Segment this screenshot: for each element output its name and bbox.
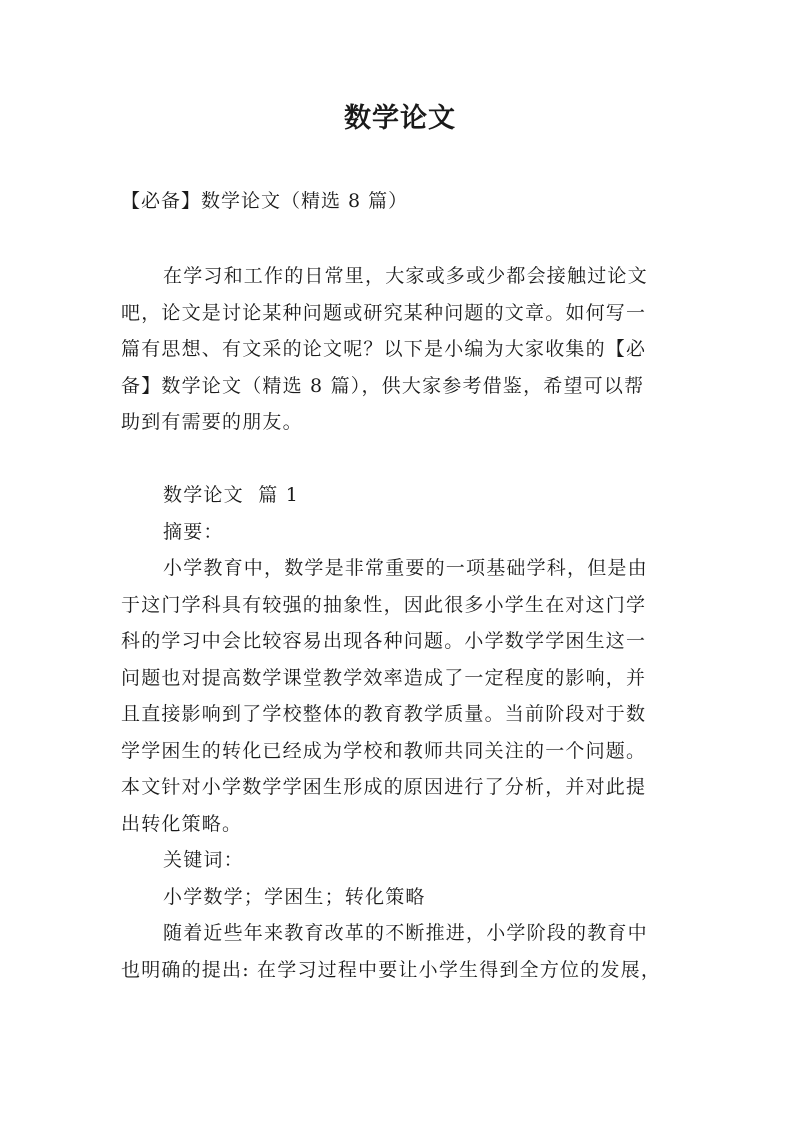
keywords-label: 关键词： [163,849,244,871]
intro-line: 助到有需要的朋友。 [121,411,303,433]
keywords-value: 小学数学；学困生；转化策略 [163,885,426,908]
abstract-label: 摘要： [163,520,224,543]
paragraph-gap [121,441,686,478]
abstract-line: 小学教育中，数学是非常重要的一项基础学科，但是由 [163,557,648,579]
intro-line: 备】数学论文（精选 8 篇），供大家参考借鉴，希望可以帮 [121,374,645,397]
abstract-line: 于这门学科具有较强的抽象性，因此很多小学生在对这门学 [121,593,647,616]
intro-line: 在学习和工作的日常里，大家或多或少都会接触过论文 [163,265,648,287]
abstract-line: 问题也对提高数学课堂教学效率造成了一定程度的影响，并 [121,666,647,689]
abstract-paragraph [121,550,686,842]
abstract-line: 且直接影响到了学校整体的教育教学质量。当前阶段对于数 [121,703,647,725]
intro-line: 吧，论文是讨论某种问题或研究某种问题的文章。如何写一 [121,301,647,324]
body-paragraph [121,915,686,988]
abstract-line: 本文针对小学数学学困生形成的原因进行了分析，并对此提 [121,776,647,798]
intro-line: 篇有思想、有文采的论文呢？以下是小编为大家收集的【必 [121,338,647,360]
body-line: 随着近些年来教育改革的不断推进，小学阶段的教育中 [163,922,648,944]
document-title: 数学论文 [344,103,456,134]
body-line: 也明确的提出: 在学习过程中要让小学生得到全方位的发展， [121,958,662,981]
abstract-line: 科的学习中会比较容易出现各种问题。小学数学学困生这一 [121,630,647,652]
abstract-line: 学学困生的转化已经成为学校和教师共同关注的一个问题。 [121,739,647,762]
section-heading: 数学论文 篇 1 [163,484,300,506]
intro-paragraph [121,258,686,441]
document-body [121,258,686,988]
document-subtitle: 【必备】数学论文（精选 8 篇） [121,190,409,212]
abstract-line: 出转化策略。 [121,812,243,835]
